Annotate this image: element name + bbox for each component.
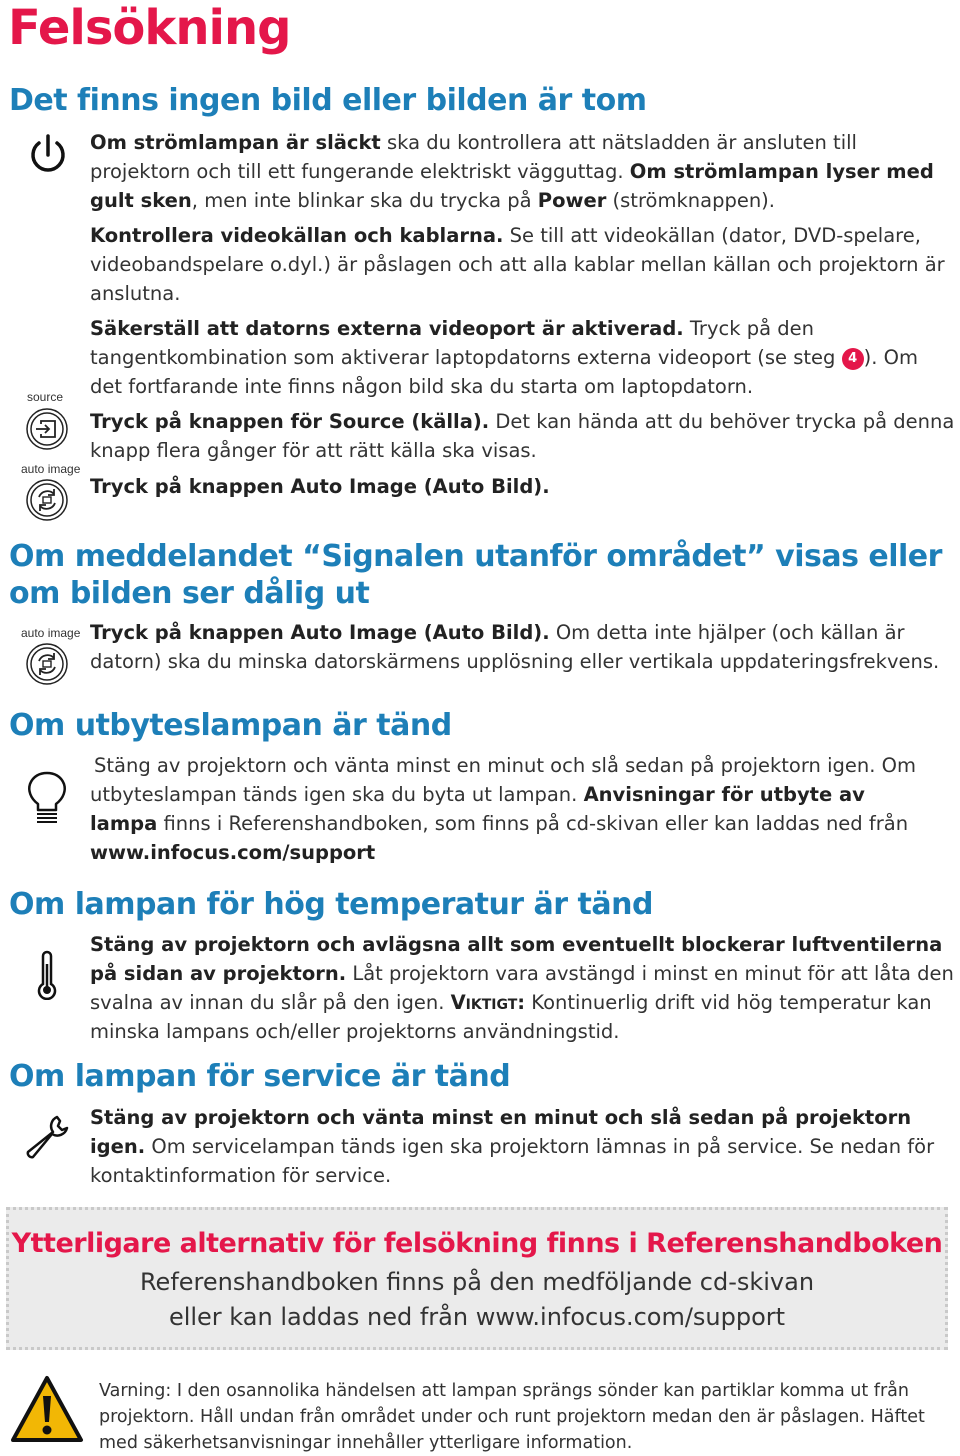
power-icon [27, 133, 69, 177]
info-box [6, 1207, 948, 1350]
source-button-icon [25, 407, 69, 451]
info-box-line2: eller kan laddas ned från www.infocus.com/support [168, 1303, 786, 1331]
warning-text: Varning: I den osannolika händelsen att lampan sprängs sönder kan partiklar komma ut från projektorn. Håll undan från området under och runt projektorn medan den är påslagen. Häftet med säkerhetsanvisningar innehåller ytterligare information. [99, 1381, 925, 1453]
heading-temperature: Om lampan för hög temperatur är tänd [9, 887, 653, 922]
auto-image-button-icon [25, 478, 69, 522]
wrench-icon [22, 1112, 72, 1162]
paragraph-lamp: Stäng av projektorn och vänta minst en minut och slå sedan på projektorn igen. Om utbyteslampan tänds igen ska du byta ut lampan. Anvisningar för utbyte av lampa finns i Referenshandboken, som finns på cd-skivan eller kan laddas ned från www.infocus.com/support [90, 754, 916, 864]
warning-icon [10, 1374, 84, 1444]
lightbulb-icon [26, 770, 68, 826]
heading-lamp: Om utbyteslampan är tänd [9, 708, 452, 743]
info-box-line1: Referenshandboken finns på den medföljande cd-skivan [139, 1268, 815, 1296]
thermometer-icon [34, 950, 60, 1000]
paragraph-video-source: Kontrollera videokällan och kablarna. Se till att videokällan (dator, DVD-spelare, videobandspelare o.dyl.) är påslagen och att alla kablar mellan källan och projektorn är anslutna. [90, 224, 945, 305]
page-title: Felsökning [8, 0, 291, 56]
heading-service: Om lampan för service är tänd [9, 1059, 511, 1094]
heading-signal: Om meddelandet “Signalen utanför området” visas eller om bilden ser dålig ut [9, 539, 942, 611]
paragraph-video-port: Säkerställ att datorns externa videoport är aktiverad. Tryck på den tangentkombination som aktiverar laptopdatorns externa videoport (se steg 4 ). Om det fortfarande inte finns någon bild ska du starta om laptopdatorn. [90, 317, 918, 398]
source-label: source [27, 390, 64, 404]
paragraph-source-button: Tryck på knappen för Source (källa). Det kan hända att du behöver trycka på denna knapp flera gånger för att rätt källa ska visas. [90, 410, 955, 462]
step-badge: 4 [842, 348, 864, 370]
paragraph-power: Om strömlampan är släckt ska du kontrollera att nätsladden är ansluten till projektorn och till ett fungerande elektriskt vägguttag. Om strömlampan lyser med gult sken, men inte blinkar ska du trycka på Power (strömknappen). [90, 131, 934, 212]
paragraph-auto-image: Tryck på knappen Auto Image (Auto Bild). [90, 475, 550, 498]
paragraph-signal: Tryck på knappen Auto Image (Auto Bild). Om detta inte hjälper (och källan är datorn) ska du minska datorskärmens upplösning eller vertikala uppdateringsfrekvens. [90, 621, 940, 673]
paragraph-temperature: Stäng av projektorn och avlägsna allt som eventuellt blockerar luftventilerna på sidan av projektorn. Låt projektorn vara avstängd i minst en minut för att låta den svalna av innan du slår på den igen. Viktigt: Kontinuerlig drift vid hög temperatur kan minska lampans och/eller projektorns användningstid. [90, 933, 954, 1043]
auto-image-label-2: auto image [21, 626, 81, 640]
auto-image-button-icon-2 [25, 642, 69, 686]
heading-no-image: Det finns ingen bild eller bilden är tom [9, 83, 647, 118]
auto-image-label: auto image [21, 462, 81, 476]
info-box-title: Ytterligare alternativ för felsökning finns i Referenshandboken [11, 1228, 943, 1259]
paragraph-service: Stäng av projektorn och vänta minst en minut och slå sedan på projektorn igen. Om servicelampan tänds igen ska projektorn lämnas in på service. Se nedan för kontaktinformation för service. [90, 1106, 935, 1187]
